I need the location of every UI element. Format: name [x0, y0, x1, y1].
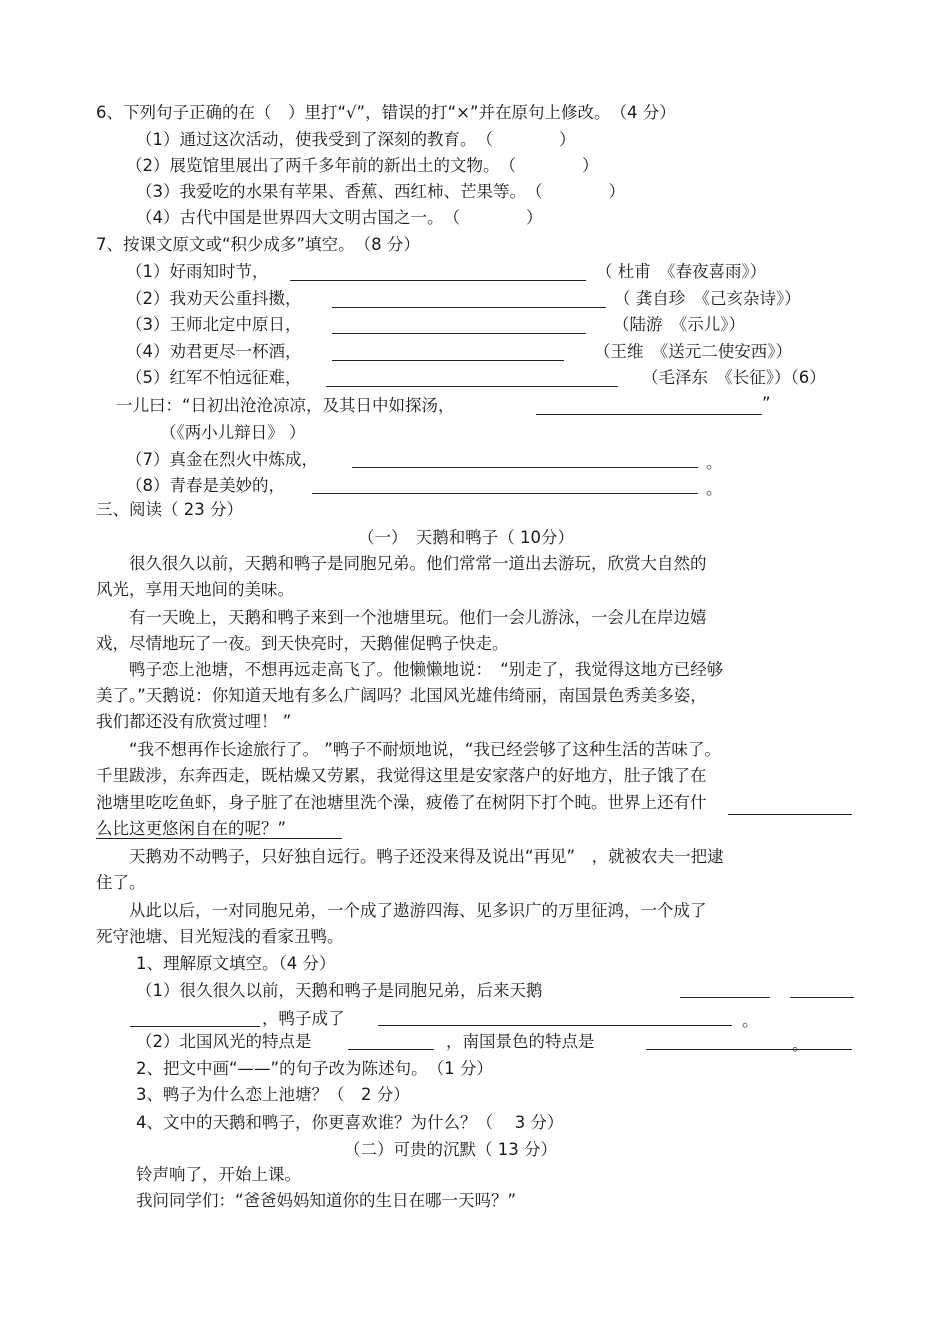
reading-q1-blank-5[interactable]	[646, 1049, 852, 1050]
q7-item-3: （3）王师北定中原日，	[126, 315, 302, 334]
q7-blank-6[interactable]	[536, 414, 762, 415]
passage-1-title: （一） 天鹅和鸭子（ 10分）	[358, 528, 574, 547]
q7-source-1: （ 杜甫 《春夜喜雨》）	[596, 262, 767, 281]
reading-q1-part2: （2）北国风光的特点是	[136, 1032, 312, 1051]
q7-item-8: （8）青春是美妙的，	[126, 476, 285, 495]
q7-blank-5[interactable]	[326, 386, 618, 387]
reading-q2: 2、把文中画“——”的句子改为陈述句。 （1 分）	[136, 1059, 493, 1078]
passage-1-line: 我们都还没有欣赏过哩！ ”	[96, 712, 292, 731]
q7-blank-3[interactable]	[332, 333, 586, 334]
reading-q1-part1: （1）很久很久以前，天鹅和鸭子是同胞兄弟，后来天鹅	[136, 981, 543, 1000]
reading-q1-part1b: ，鸭子成了	[262, 1009, 345, 1028]
reading-q1-blank-3[interactable]	[378, 1025, 732, 1026]
passage-1-line: 从此以后，一对同胞兄弟，一个成了遨游四海、见多识广的万里征鸿，一个成了	[96, 901, 707, 920]
q7-source-5: （毛泽东 《长征》）（6）	[642, 368, 826, 387]
q7-item-6: 一儿曰：“日初出沧沧凉凉，及其日中如探汤，	[116, 396, 455, 415]
passage-2-line: 我问同学们：“爸爸妈妈知道你的生日在哪一天吗？”	[136, 1191, 517, 1210]
q6-header: 6、下列句子正确的在（ ）里打“√”，错误的打“×”并在原句上修改。 （4 分）	[96, 103, 676, 122]
q7-item-1: （1）好雨知时节，	[126, 262, 269, 281]
q7-source-2: （ 龚自珍 《己亥杂诗》）	[614, 289, 801, 308]
q7-source-3: （陆游 《示儿》）	[613, 315, 745, 334]
passage-1-line: 风光，享用天地间的美味。	[96, 580, 294, 599]
q6-item-3: （3）我爱吃的水果有苹果、香蕉、西红柿、芒果等。 （ ）	[136, 182, 625, 201]
q7-item-4: （4）劝君更尽一杯酒，	[126, 342, 302, 361]
q6-item-2: （2）展览馆里展出了两千多年前的新出土的文物。 （ ）	[126, 156, 599, 175]
q6-item-4: （4）古代中国是世界四大文明古国之一。 （ ）	[136, 208, 543, 227]
q7-blank-2[interactable]	[332, 307, 606, 308]
reading-q1-part2b: ，南国景色的特点是	[446, 1032, 595, 1051]
reading-header: 三、阅读（ 23 分）	[96, 500, 243, 519]
passage-1-line: 么比这更悠闲自在的呢？”	[96, 819, 287, 838]
reading-q1: 1、理解原文填空。（4 分）	[136, 954, 336, 973]
q7-period-7: 。	[706, 453, 723, 472]
passage-2-title: （二）可贵的沉默（ 13 分）	[344, 1140, 557, 1159]
passage-1-line: 有一天晚上，天鹅和鸭子来到一个池塘里玩。他们一会儿游泳，一会儿在岸边嬉	[96, 608, 707, 627]
q7-source-6: （《两小儿辩日》 ）	[160, 423, 306, 442]
reading-q1-blank-2[interactable]	[130, 1026, 260, 1027]
reading-q1-blank-1b[interactable]	[790, 997, 854, 998]
q7-item-5: （5）红军不怕远征难，	[126, 368, 302, 387]
q7-blank-8[interactable]	[312, 493, 698, 494]
passage-1-line: 住了。	[96, 873, 146, 892]
q7-item-2: （2）我劝天公重抖擞，	[126, 289, 302, 308]
q7-blank-4[interactable]	[332, 360, 564, 361]
passage-2-line: 铃声响了，开始上课。	[136, 1165, 301, 1184]
passage-1-line: “我不想再作长途旅行了。 ”鸭子不耐烦地说，“我已经尝够了这种生活的苦味了。	[96, 740, 721, 759]
underlined-sentence-mark	[728, 814, 852, 815]
passage-1-line: 千里跋涉，东奔西走，既枯燥又劳累，我觉得这里是安家落户的好地方，肚子饿了在	[96, 766, 707, 785]
q7-header: 7、按课文原文或“积少成多”填空。 （8 分）	[96, 235, 420, 254]
q7-source-4: （王维 《送元二使安西》）	[594, 342, 792, 361]
passage-1-line: 美了。”天鹅说：你知道天地有多么广阔吗？北国风光雄伟绮丽，南国景色秀美多姿，	[96, 686, 707, 705]
passage-1-line: 死守池塘、目光短浅的看家丑鸭。	[96, 927, 344, 946]
passage-1-line: 戏，尽情地玩了一夜。到天快亮时，天鹅催促鸭子快走。	[96, 634, 509, 653]
reading-q1-period-2: 。	[792, 1035, 809, 1054]
q6-item-1: （1）通过这次活动，使我受到了深刻的教育。 （ ）	[136, 130, 576, 149]
reading-q1-blank-4[interactable]	[348, 1049, 434, 1050]
passage-1-line: 天鹅劝不动鸭子，只好独自远行。鸭子还没来得及说出“再见” ，就被农夫一把逮	[96, 847, 724, 866]
reading-q1-period: 。	[742, 1011, 759, 1030]
q7-item-7: （7）真金在烈火中炼成，	[126, 450, 318, 469]
q7-blank-7[interactable]	[352, 467, 698, 468]
underlined-sentence-mark	[96, 838, 342, 839]
passage-1-line: 鸭子恋上池塘，不想再远走高飞了。他懒懒地说： “别走了，我觉得这地方已经够	[96, 660, 724, 679]
q7-period-8: 。	[706, 479, 723, 498]
q7-item-6-close-quote: ”	[762, 394, 771, 413]
passage-1-line: 池塘里吃吃鱼虾，身子脏了在池塘里洗个澡，疲倦了在树阴下打个盹。世界上还有什	[96, 793, 707, 812]
passage-1-line: 很久很久以前，天鹅和鸭子是同胞兄弟。他们常常一道出去游玩，欣赏大自然的	[96, 554, 707, 573]
reading-q3: 3、鸭子为什么恋上池塘？（ 2 分）	[136, 1085, 410, 1104]
reading-q1-blank-1[interactable]	[680, 997, 770, 998]
q7-blank-1[interactable]	[290, 280, 586, 281]
reading-q4: 4、文中的天鹅和鸭子，你更喜欢谁？为什么？（ 3 分）	[136, 1113, 564, 1132]
